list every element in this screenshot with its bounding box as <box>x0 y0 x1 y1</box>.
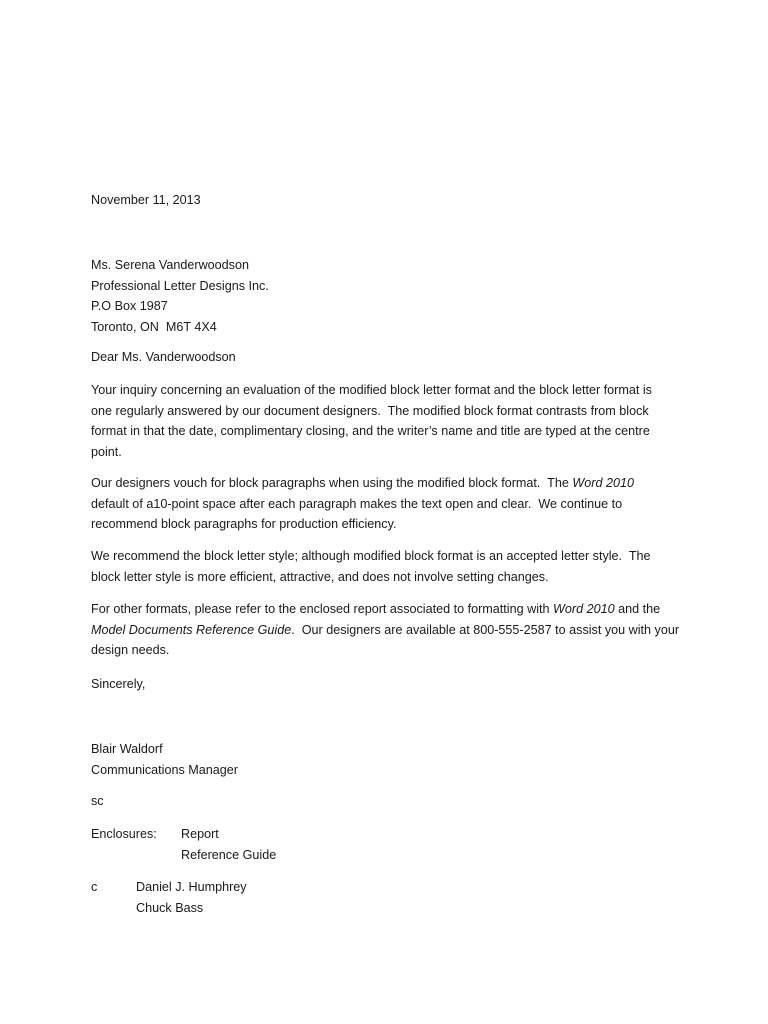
signer-title: Communications Manager <box>91 762 238 777</box>
paragraph-4-text: and the <box>614 602 661 616</box>
complimentary-closing: Sincerely, <box>91 677 146 691</box>
salutation: Dear Ms. Vanderwoodson <box>91 350 236 364</box>
paragraph-2-line: recommend block paragraphs for production efficiency. <box>91 517 397 531</box>
recipient-name: Ms. Serena Vanderwoodson <box>91 258 249 272</box>
paragraph-2-line: default of a10-point space after each paragraph makes the text open and clear. We continue to <box>91 496 623 511</box>
paragraph-1-line: format in that the date, complimentary closing, and the writer’s name and title are typed at the centre <box>91 424 650 438</box>
word-2010-emphasis: Word 2010 <box>572 476 634 490</box>
recipient-company: Professional Letter Designs Inc. <box>91 278 269 293</box>
letter-date: November 11, 2013 <box>91 193 201 207</box>
paragraph-3-line: block letter style is more efficient, attractive, and does not involve setting changes. <box>91 569 549 584</box>
copy-recipient: Daniel J. Humphrey <box>136 880 247 894</box>
reference-initials: sc <box>91 794 104 808</box>
word-2010-emphasis: Word 2010 <box>553 602 615 616</box>
paragraph-1-line: one regularly answered by our document designers. The modified block format contrasts from block <box>91 403 649 418</box>
paragraph-4-text: . Our designers are available at 800-555-2587 to assist you with your <box>291 622 680 637</box>
paragraph-1-line: Your inquiry concerning an evaluation of the modified block letter format and the block letter format is <box>91 383 652 397</box>
paragraph-4-text: For other formats, please refer to the enclosed report associated to formatting with <box>91 602 553 616</box>
enclosure-item: Reference Guide <box>181 847 277 862</box>
body-paragraph-3 <box>91 546 691 587</box>
paragraph-3-line: We recommend the block letter style; although modified block format is an accepted letter style. The <box>91 549 651 563</box>
paragraph-4-line: design needs. <box>91 643 170 657</box>
paragraph-2-line <box>91 473 691 494</box>
enclosure-item: Report <box>181 827 219 841</box>
paragraph-4-line <box>91 620 691 641</box>
recipient-address-line-1: P.O Box 1987 <box>91 299 168 313</box>
signer-name: Blair Waldorf <box>91 742 163 756</box>
body-paragraph-2 <box>91 473 691 535</box>
paragraph-2-text: Our designers vouch for block paragraphs when using the modified block format. The <box>91 476 573 490</box>
reference-guide-emphasis: Model Documents Reference Guide <box>91 622 292 637</box>
copy-label: c <box>91 880 98 894</box>
body-paragraph-4 <box>91 599 691 661</box>
paragraph-4-line <box>91 599 691 620</box>
copy-recipient: Chuck Bass <box>136 900 204 915</box>
body-paragraph-1 <box>91 380 691 462</box>
recipient-address-line-2: Toronto, ON M6T 4X4 <box>91 319 217 334</box>
paragraph-1-line: point. <box>91 444 122 459</box>
enclosures-label: Enclosures: <box>91 827 157 841</box>
